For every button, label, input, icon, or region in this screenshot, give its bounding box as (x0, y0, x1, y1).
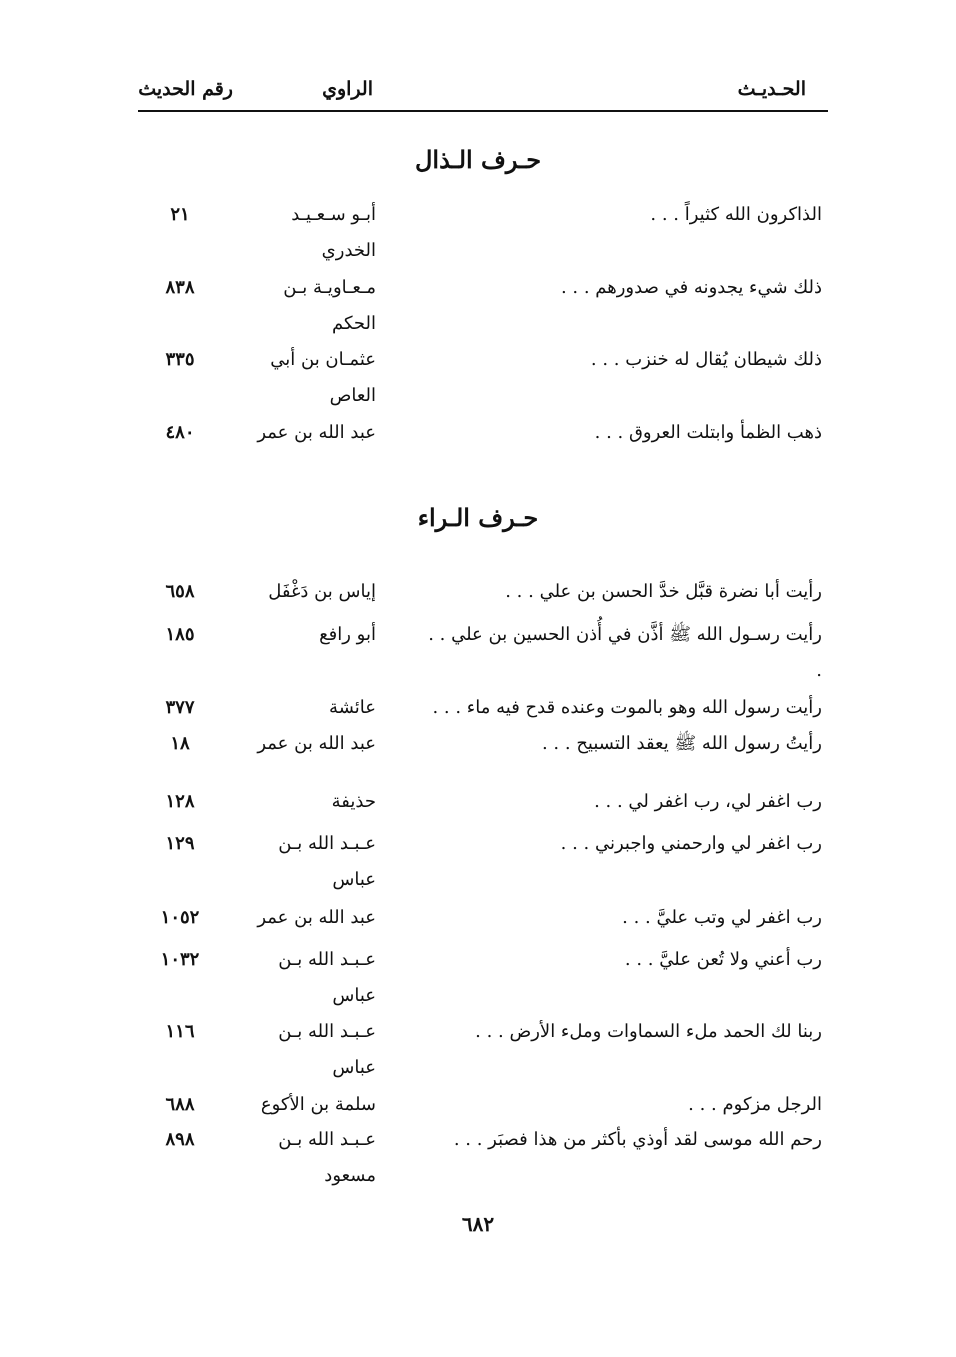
hadith-number: ٨٩٨ (165, 1129, 195, 1150)
hadith-text: الذاكرون الله كثيراً . . . (650, 204, 822, 225)
rawi-name: عبد الله بن عمر (257, 907, 376, 928)
hadith-number: ٦٥٨ (165, 581, 195, 602)
hadith-text: رأيت رسول الله وهو بالموت وعنده قدح فيه ماء . . . (432, 697, 822, 718)
rawi-name: عـبـد الله بـن عباس (278, 1021, 376, 1078)
rawi-name: عثمـان بن أبي العاص (270, 349, 376, 406)
rawi-name: عبد الله بن عمر (257, 733, 376, 754)
header-number: رقم الحديث (138, 78, 233, 100)
header-hadith: الحـديـث (737, 78, 806, 100)
hadith-number: ٨٣٨ (165, 277, 195, 298)
hadith-number: ٤٨٠ (165, 422, 195, 443)
header-rawi: الراوي (322, 78, 373, 100)
rawi-name: إياس بن دَغْفَل (268, 581, 376, 602)
rawi-name: عائشة (329, 697, 376, 718)
hadith-text: رحم الله موسى لقد أوذي بأكثر من هذا فصبَر . . . (453, 1129, 822, 1150)
hadith-number: ١٨٥ (165, 624, 195, 645)
rawi-name: عـبـد الله بـن مسعود (278, 1129, 376, 1186)
table-header (138, 72, 828, 112)
page-number: ٦٨٢ (461, 1212, 495, 1236)
rawi-name: أبو رافع (319, 624, 376, 645)
hadith-number: ١٠٥٢ (160, 907, 200, 928)
rawi-name: عـبـد الله بـن عباس (278, 833, 376, 890)
hadith-text: ذلك شيطان يُقال له خنزب . . . (590, 349, 822, 370)
hadith-number: ٢١ (170, 204, 190, 225)
hadith-text: رب اغفر لي وتب عليَّ . . . (622, 907, 822, 928)
rawi-name: سلمة بن الأكوع (260, 1094, 376, 1115)
hadith-text: الرجل مزكوم . . . (688, 1094, 822, 1115)
hadith-number: ١١٦ (165, 1021, 195, 1042)
rawi-name: أبـو سـعـيـد الخدري (291, 204, 376, 261)
hadith-text: رب أعني ولا تُعن عليَّ . . . (624, 949, 822, 970)
hadith-number: ١٢٨ (165, 791, 195, 812)
section-title-dhal: حـرف الـذال (414, 145, 542, 174)
hadith-text: رأيتُ رسول الله ﷺ يعقد التسبيح . . . (541, 733, 822, 754)
hadith-text: ربنا لك الحمد ملء السماوات وملء الأرض . . . (475, 1021, 822, 1042)
section-title-ra: حـرف الـراء (417, 503, 539, 532)
hadith-text: ذلك شيء يجدونه في صدورهم . . . (560, 277, 822, 298)
hadith-text: ذهب الظمأ وابتلت العروق . . . (594, 422, 822, 443)
rawi-name: عبد الله بن عمر (257, 422, 376, 443)
rawi-name: عـبـد الله بـن عباس (278, 949, 376, 1006)
hadith-text: رب اغفر لي، رب اغفر لي . . . (594, 791, 822, 812)
hadith-text: رب اغفر لي وارحمني واجبرني . . . (560, 833, 822, 854)
hadith-number: ٣٣٥ (165, 349, 195, 370)
hadith-text: رأيت رسـول الله ﷺ أذَّن في أُذن الحسين بن علي . . . (428, 624, 822, 681)
hadith-number: ٦٨٨ (165, 1094, 195, 1115)
hadith-text: رأيت أبا نضرة قبَّل خدَّ الحسن بن علي . . . (505, 581, 822, 602)
rawi-name: حذيفة (331, 791, 376, 812)
hadith-number: ١٨ (170, 733, 190, 754)
rawi-name: مـعـاويـة بـن الحكم (283, 277, 376, 334)
hadith-number: ٣٧٧ (165, 697, 195, 718)
hadith-number: ١٠٣٢ (160, 949, 200, 970)
hadith-number: ١٢٩ (165, 833, 195, 854)
